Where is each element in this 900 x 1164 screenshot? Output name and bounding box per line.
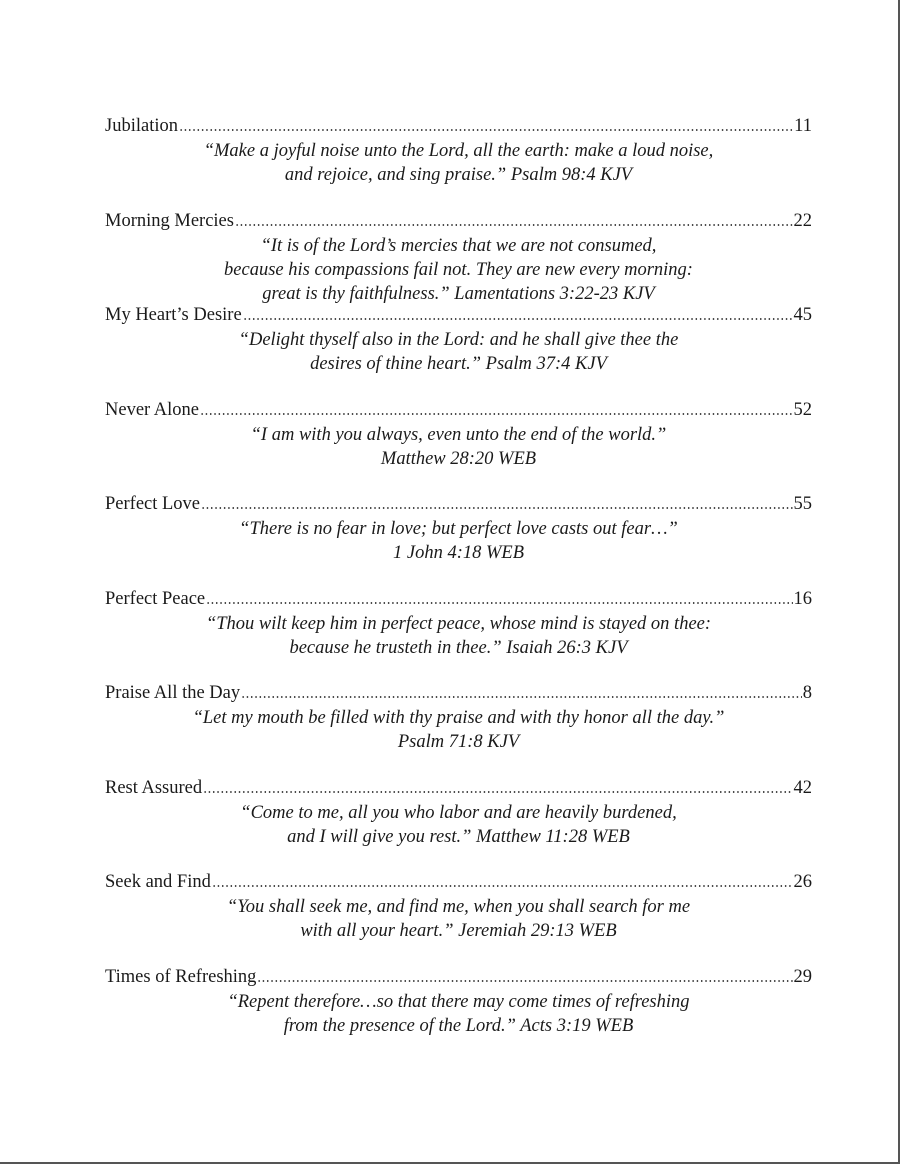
toc-title: Seek and Find [105, 872, 211, 892]
verse-line: 1 John 4:18 WEB [392, 543, 524, 563]
verse-quote [105, 139, 812, 187]
verse-line: Matthew 28:20 WEB [380, 448, 537, 469]
toc-line[interactable] [105, 210, 812, 232]
toc-line[interactable] [105, 966, 812, 988]
dot-leader [212, 873, 793, 887]
toc-title: Perfect Love [105, 494, 201, 514]
verse-line: because he trusteth in thee.” Isaiah 26:3 KJV [289, 637, 628, 658]
verse-line: great is thy faithfulness.” Lamentations 3:22-23 KJV [262, 283, 655, 304]
toc-page-number: 52 [793, 399, 812, 420]
verse-line: “It is of the Lord’s mercies that we are not consumed, [260, 235, 657, 256]
toc-line[interactable] [105, 777, 812, 799]
toc-page-number: 26 [793, 872, 812, 892]
verse-line: from the presence of the Lord.” Acts 3:19 WEB [283, 1015, 634, 1036]
dot-leader [179, 117, 793, 131]
toc-page-number: 16 [793, 588, 812, 609]
verse-line: and rejoice, and sing praise.” Psalm 98:4 KJV [284, 165, 633, 185]
verse-line: desires of thine heart.” Psalm 37:4 KJV [310, 354, 607, 374]
toc-page-number: 22 [793, 210, 812, 231]
toc-page-number: 55 [793, 494, 812, 514]
toc-page-number: 11 [794, 116, 812, 136]
table-of-contents [105, 115, 812, 1060]
dot-leader [201, 495, 792, 509]
verse-line: and I will give you rest.” Matthew 11:28 WEB [287, 826, 630, 847]
toc-entry-times-of-refreshing [105, 966, 812, 1061]
dot-leader [200, 401, 792, 415]
toc-title: Praise All the Day [105, 683, 241, 703]
verse-quote [105, 612, 812, 660]
toc-page-number: 29 [793, 966, 812, 987]
verse-line: “Delight thyself also in the Lord: and he shall give thee the [238, 330, 679, 350]
dot-leader [257, 968, 792, 982]
toc-title: Rest Assured [105, 777, 203, 798]
verse-line: because his compassions fail not. They are new every morning: [224, 259, 693, 280]
toc-line[interactable] [105, 588, 812, 610]
toc-title: Morning Mercies [105, 210, 234, 231]
toc-page-number: 8 [802, 683, 812, 703]
verse-quote [105, 801, 812, 849]
toc-line[interactable] [105, 399, 812, 421]
toc-entry-perfect-love [105, 493, 812, 588]
toc-title: Jubilation [105, 116, 178, 136]
verse-line: “Make a joyful noise unto the Lord, all the earth: make a loud noise, [203, 141, 714, 161]
toc-entry-seek-and-find [105, 871, 812, 966]
toc-entry-praise-all-the-day [105, 682, 812, 777]
verse-line: “Repent therefore…so that there may come times of refreshing [227, 991, 690, 1012]
toc-entry-perfect-peace [105, 588, 812, 683]
verse-quote [105, 423, 812, 471]
verse-quote [105, 328, 812, 376]
verse-line: “I am with you always, even unto the end of the world.” [250, 424, 667, 445]
verse-line: “Let my mouth be filled with thy praise and with thy honor all the day.” [192, 708, 725, 728]
toc-line[interactable] [105, 493, 812, 515]
verse-quote [105, 706, 812, 754]
verse-line: with all your heart.” Jeremiah 29:13 WEB [300, 921, 617, 941]
toc-page-number: 42 [793, 777, 812, 798]
verse-line: “Come to me, all you who labor and are heavily burdened, [240, 802, 677, 823]
verse-quote [105, 990, 812, 1038]
toc-title: My Heart’s Desire [105, 305, 242, 325]
toc-page-number: 45 [793, 305, 812, 325]
toc-line[interactable] [105, 871, 812, 893]
toc-line[interactable] [105, 682, 812, 704]
toc-entry-jubilation [105, 115, 812, 210]
verse-quote [105, 895, 812, 943]
toc-entry-morning-mercies [105, 210, 812, 305]
verse-line: “You shall seek me, and find me, when you shall search for me [226, 897, 691, 917]
verse-quote [105, 517, 812, 565]
dot-leader [203, 779, 792, 793]
verse-line: “There is no fear in love; but perfect love casts out fear…” [239, 519, 678, 539]
verse-line: Psalm 71:8 KJV [397, 732, 520, 752]
dot-leader [243, 306, 793, 320]
toc-title: Perfect Peace [105, 588, 206, 609]
dot-leader [235, 212, 793, 226]
dot-leader [206, 590, 792, 604]
toc-entry-rest-assured [105, 777, 812, 872]
toc-line[interactable] [105, 304, 812, 326]
verse-line: “Thou wilt keep him in perfect peace, whose mind is stayed on thee: [205, 613, 712, 634]
toc-title: Times of Refreshing [105, 966, 257, 987]
toc-entry-my-hearts-desire [105, 304, 812, 399]
toc-entry-never-alone [105, 399, 812, 494]
dot-leader [241, 684, 802, 698]
toc-line[interactable] [105, 115, 812, 137]
verse-quote [105, 234, 812, 306]
toc-title: Never Alone [105, 399, 200, 420]
